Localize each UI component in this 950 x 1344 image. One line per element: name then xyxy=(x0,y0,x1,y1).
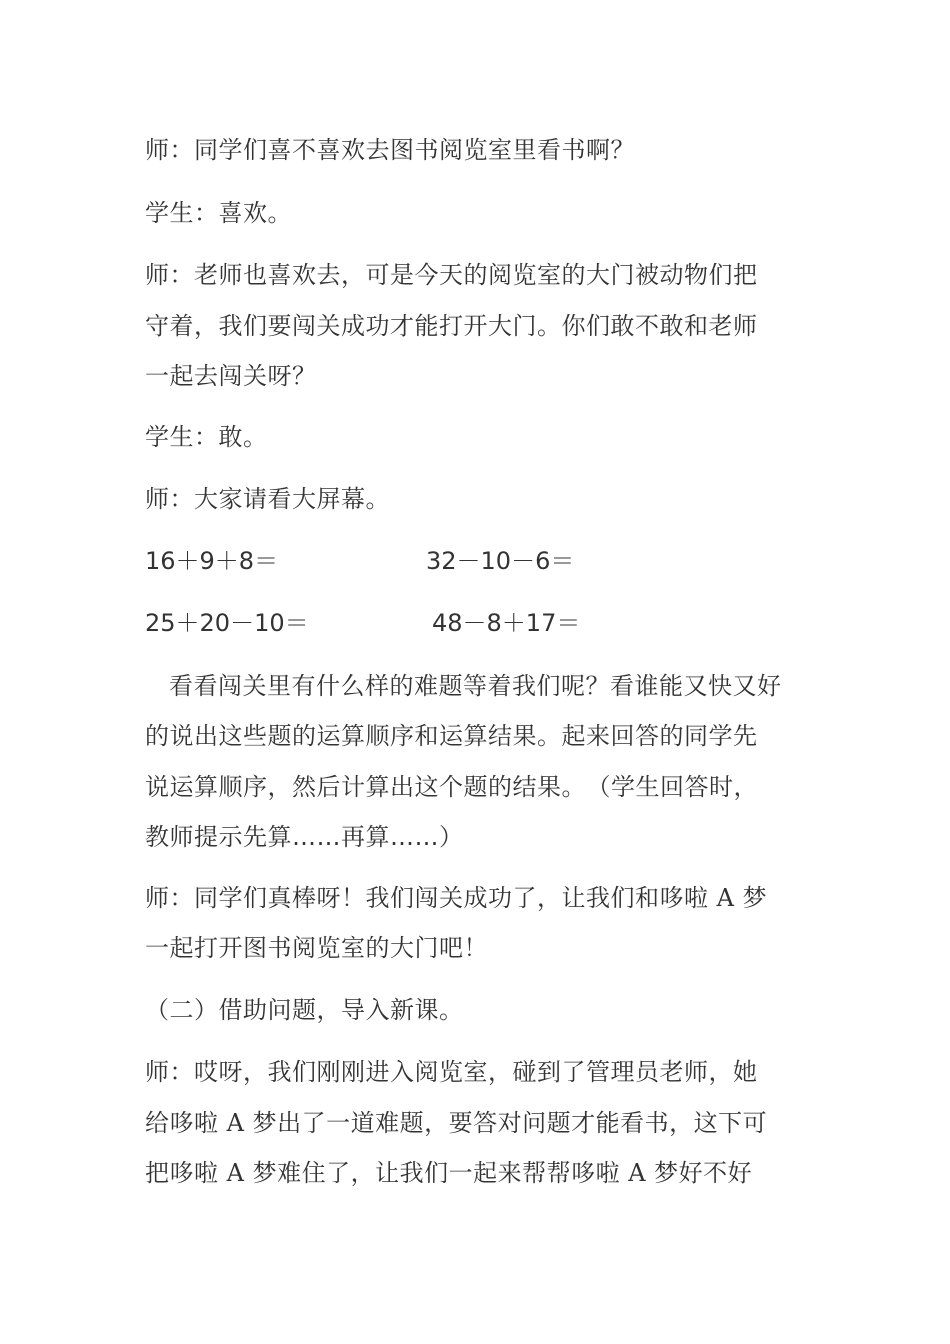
dialogue-text: 请看大屏幕。 xyxy=(243,485,390,513)
paragraph-text: 看看闯关里有什么样的难题等着我们呢？ xyxy=(169,672,610,700)
paragraph-text: 说运算顺序， xyxy=(145,773,292,801)
speaker-label: 师： xyxy=(145,136,194,164)
dialogue-text: 哎呀，我们刚刚进入阅览室，碰到了管理员老师，她 xyxy=(194,1058,758,1086)
dialogue-text: 敢。 xyxy=(218,423,268,451)
dialogue-line-7 xyxy=(145,1056,758,1089)
equation: 25＋20－10＝ xyxy=(145,609,309,637)
equation: 48－8＋17＝ xyxy=(432,609,581,637)
dialogue-line-6 xyxy=(145,882,767,915)
dialogue-line-2 xyxy=(145,197,292,230)
speaker-label: 师： xyxy=(145,485,194,513)
paragraph-text: 然后计算 xyxy=(292,773,390,801)
dialogue-line-6-cont: 一起打开图书阅览室的大门吧！ xyxy=(145,934,488,962)
dialogue-line-3 xyxy=(145,259,758,292)
dialogue-text: 喜欢。 xyxy=(218,199,292,227)
equation: 16＋9＋8＝ xyxy=(145,547,279,575)
speaker-label: 学生： xyxy=(145,199,219,227)
equation: 32－10－6＝ xyxy=(426,547,575,575)
speaker-label: 师： xyxy=(145,884,194,912)
speaker-label: 学生： xyxy=(145,423,219,451)
dialogue-line-3-cont: 守着，我们要闯关成功才能打开大门。你们敢不敢和老师 xyxy=(145,312,758,340)
paragraph-text: 看谁能又快又好 xyxy=(610,672,782,700)
dialogue-line-4 xyxy=(145,421,268,454)
dialogue-text: 同学们真棒呀！我们闯关成功了，让我们和哆啦 A 梦 xyxy=(194,884,768,912)
dialogue-line-7-cont: 把哆啦 A 梦难住了，让我们一起来帮帮哆啦 A 梦好不好 xyxy=(145,1159,753,1187)
paragraph-line-4: 教师提示先算……再算……） xyxy=(145,823,464,851)
paragraph-line-3 xyxy=(145,771,758,804)
dialogue-text: 老师也喜欢去，可是今天的阅览室的大门被动物们把 xyxy=(194,261,758,289)
dialogue-line-3-cont: 一起去闯关呀？ xyxy=(145,362,317,390)
paragraph-line-2: 的说出这些题的运算顺序和运算结果。起来回答的同学先 xyxy=(145,722,758,750)
dialogue-text: 大家 xyxy=(194,485,243,513)
dialogue-line-5 xyxy=(145,483,390,516)
speaker-label: 师： xyxy=(145,1058,194,1086)
paragraph-text: 出这个题的结果。 （学生回答时， xyxy=(390,773,758,801)
dialogue-line-1 xyxy=(145,134,635,167)
dialogue-text: 喜不喜欢去图书阅览室里看书啊？ xyxy=(267,136,635,164)
paragraph-line-1 xyxy=(169,670,782,703)
dialogue-text: 同学们 xyxy=(194,136,268,164)
dialogue-line-7-cont: 给哆啦 A 梦出了一道难题，要答对问题才能看书，这下可 xyxy=(145,1109,768,1137)
speaker-label: 师： xyxy=(145,261,194,289)
section-heading: （二）借助问题，导入新课。 xyxy=(145,996,464,1024)
